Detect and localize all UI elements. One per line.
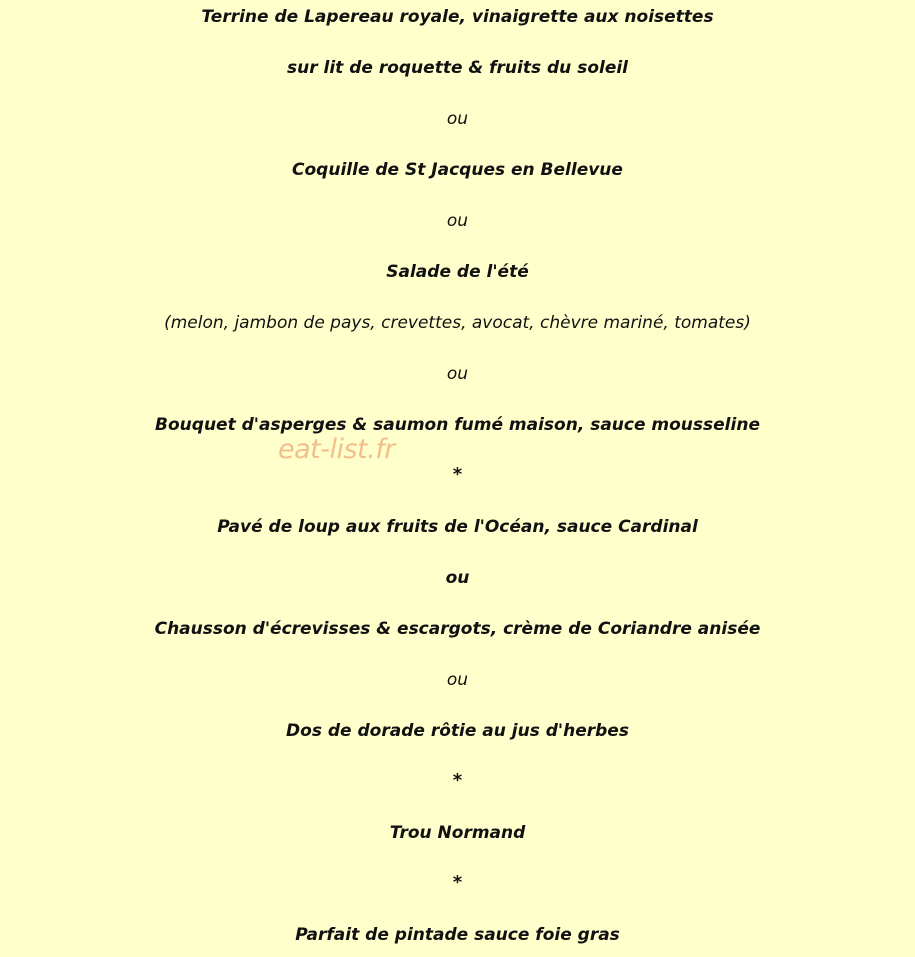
menu-course-separator: *	[452, 770, 463, 791]
menu-separator-or: ou	[446, 670, 469, 690]
menu-dish-line: Bouquet d'asperges & saumon fumé maison, sauce mousseline	[155, 415, 760, 435]
menu-dish-line: sur lit de roquette & fruits du soleil	[286, 58, 629, 78]
menu-dish-line: Chausson d'écrevisses & escargots, crème de Coriandre anisée	[154, 619, 761, 639]
menu-separator-or: ou	[445, 568, 470, 588]
menu-course-separator: *	[452, 872, 463, 893]
menu-dish-line: Terrine de Lapereau royale, vinaigrette aux noisettes	[201, 7, 714, 27]
menu-separator-or: ou	[446, 109, 469, 129]
menu-dish-line: Salade de l'été	[386, 262, 529, 282]
menu-dish-line: Trou Normand	[389, 823, 526, 843]
menu-separator-or: ou	[446, 364, 469, 384]
menu-dish-line: Coquille de St Jacques en Bellevue	[292, 160, 623, 180]
menu-dish-description: (melon, jambon de pays, crevettes, avocat, chèvre mariné, tomates)	[164, 313, 751, 333]
menu-dish-line: Parfait de pintade sauce foie gras	[295, 925, 620, 945]
menu-dish-line: Pavé de loup aux fruits de l'Océan, sauce Cardinal	[217, 517, 698, 537]
menu-course-separator: *	[452, 464, 463, 485]
menu-separator-or: ou	[446, 211, 469, 231]
watermark-logo: eat-list.fr	[278, 434, 395, 465]
menu-dish-line: Dos de dorade rôtie au jus d'herbes	[286, 721, 629, 741]
